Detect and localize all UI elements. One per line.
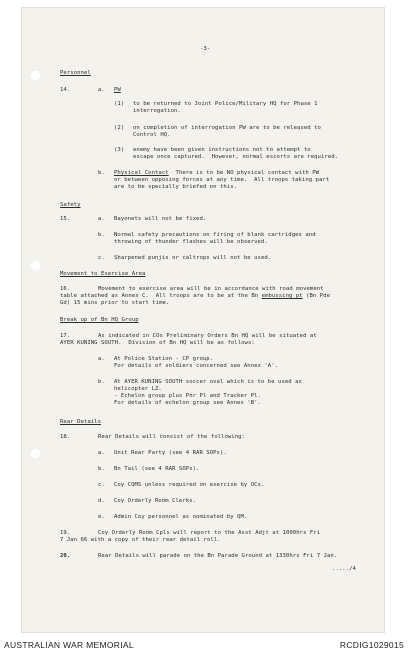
sub-2-line: Control HQ. (133, 132, 171, 138)
punch-hole (30, 260, 41, 271)
item-15c-text: Sharpened punjis or caltrops will not be used. (114, 255, 272, 261)
para-19-number: 19. (60, 530, 71, 536)
item-17a-label: a. (98, 356, 105, 362)
sub-3-number: (3) (114, 147, 125, 153)
item-15b-text: throwing of thunder flashes will be observed. (114, 239, 268, 245)
item-17b-text: helicopter LZ. (114, 386, 162, 392)
para-16-text: Movement to exercise area will be in accordance with road movement (98, 286, 324, 292)
para-18-text: Rear Details will consist of the following: (98, 434, 245, 440)
para-20-text: Rear Details will parade on the Bn Parade Ground at 1330hrs Fri 7 Jan. (98, 553, 338, 559)
page-number: -3- (200, 46, 211, 52)
footer-reference: RCDIG1029015 (339, 640, 404, 650)
para-19-text: 7 Jan 66 with a copy of their rear detail roll. (60, 537, 221, 543)
heading-breakup: Break up of Bn HQ Group (60, 317, 139, 323)
punch-hole (30, 70, 41, 81)
item-14b-text: or between opposing forces at any time. All troops taking part (114, 177, 330, 183)
para-16-text: Gd) 15 mins prior to start time. (60, 300, 170, 306)
para-19-text: Coy Orderly Room Cpls will report to the Asst Adjt at 1000hrs Fri (98, 530, 321, 536)
item-18c-label: c. (98, 482, 105, 488)
continuation-marker: ...../4 (332, 566, 356, 572)
item-17b-text: For details of echelon group see Annex 'B'. (114, 400, 261, 406)
sub-3-line: enemy have been given instructions not to attempt to (133, 147, 311, 153)
para-16-text: (Bn Pde (302, 293, 331, 299)
heading-personnel: Personnel (60, 70, 91, 76)
item-18c-text: Coy CQMS unless required on exercise by OCs. (114, 482, 265, 488)
item-18b-text: Bn Tail (see 4 RAR SOPs). (114, 466, 200, 472)
sub-1-line: interrogation. (133, 108, 181, 114)
item-18e-label: e. (98, 514, 105, 520)
item-14b-text: are to be specially briefed on this. (114, 184, 238, 190)
sub-1-line: to be returned to Joint Police/Military HQ for Phase 1 (133, 101, 318, 107)
item-18d-label: d. (98, 498, 105, 504)
item-15c-label: c. (98, 255, 105, 261)
para-15-number: 15. (60, 216, 71, 222)
item-17b-text: - Echelon group plus Pnr Pl and Tracker Pl. (114, 393, 261, 399)
sub-1-number: (1) (114, 101, 125, 107)
sub-2-number: (2) (114, 125, 125, 131)
item-14b-text: There is to be NO physical contact with PW (175, 170, 320, 176)
para-16-number: 16. (60, 286, 71, 292)
item-15a-label: a. (98, 216, 105, 222)
item-17b-text: At AYER KUNING SOUTH soccer oval which is to be used as (114, 379, 302, 385)
item-18a-label: a. (98, 450, 105, 456)
item-17a-text: At Police Station - CP group. (114, 356, 214, 362)
footer-source: AUSTRALIAN WAR MEMORIAL (4, 640, 134, 650)
item-15b-text: Normal safety precautions on firing of blank cartridges and (114, 232, 316, 238)
item-17a-text: For details of soldiers concerned see Annex 'A'. (114, 363, 279, 369)
item-14a-label: a. (98, 87, 105, 93)
para-17-text: AYER KUNING SOUTH. Division of Bn HQ will be as follows: (60, 340, 255, 346)
sub-3-line: escape once captured. However, normal escorts are required. (133, 154, 339, 160)
embussing-point: embussing pt (261, 293, 303, 299)
heading-safety: Safety (60, 202, 81, 208)
item-14b-title: Physical Contact (114, 170, 169, 176)
item-14b-label: b. (98, 170, 105, 176)
item-15a-text: Bayonets will not be fixed. (114, 216, 207, 222)
item-14a-title: PW (114, 87, 121, 93)
heading-rear-details: Rear Details (60, 419, 102, 425)
heading-movement: Movement to Exercise Area (60, 271, 146, 277)
sub-2-line: on completion of interrogation PW are to be released to (133, 125, 321, 131)
punch-hole (30, 448, 41, 459)
item-18a-text: Unit Rear Party (see 4 RAR SOPs). (114, 450, 227, 456)
para-16-text: table attached as Annex C. All troops are to be at the Bn (60, 293, 262, 299)
archive-footer (0, 636, 408, 654)
para-17-number: 17. (60, 333, 71, 339)
item-18b-label: b. (98, 466, 105, 472)
para-14-number: 14. (60, 87, 71, 93)
item-17b-label: b. (98, 379, 105, 385)
item-15b-label: b. (98, 232, 105, 238)
para-20-number: 20. (60, 553, 71, 559)
para-18-number: 18. (60, 434, 71, 440)
para-17-text: As indicated in COs Preliminary Orders Bn HQ will be situated at (98, 333, 317, 339)
item-18e-text: Admin Coy personnel as nominated by QM. (114, 514, 248, 520)
item-18d-text: Coy Orderly Room Clerks. (114, 498, 197, 504)
